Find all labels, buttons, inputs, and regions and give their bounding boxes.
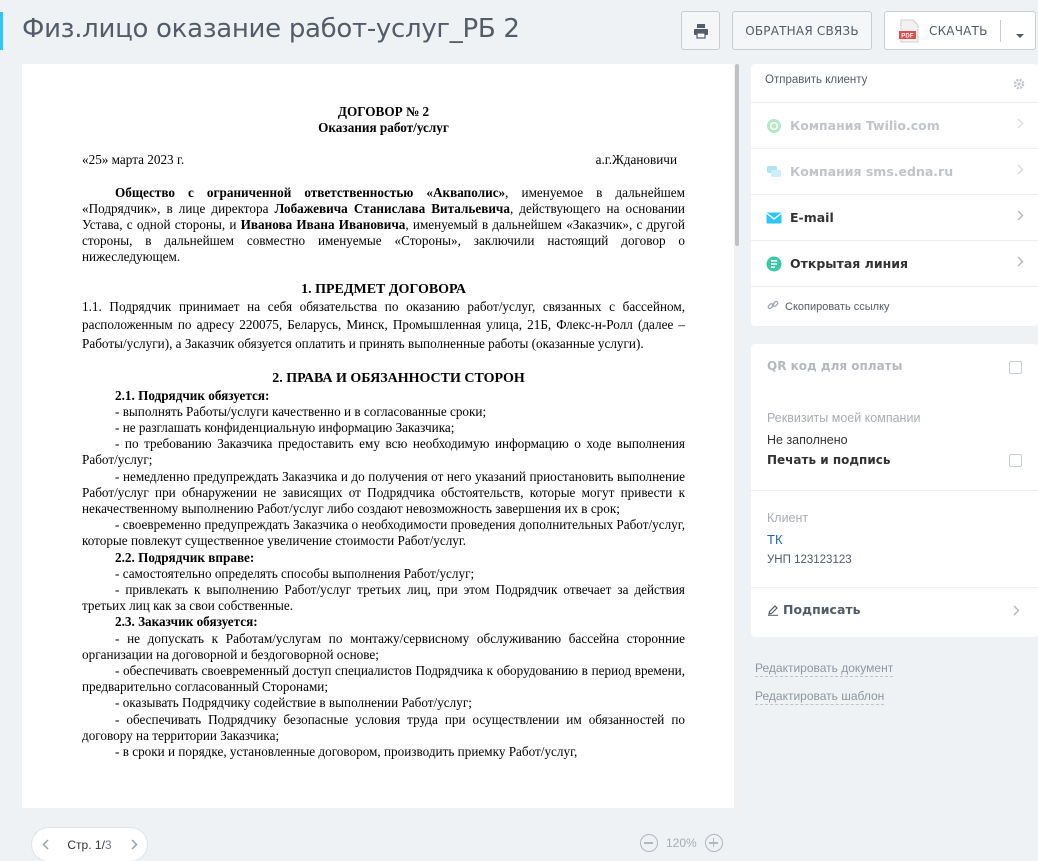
- doc-place: а.г.Ждановичи: [595, 152, 677, 168]
- send-channel-twilio[interactable]: [751, 102, 1038, 148]
- chevron-right-icon: [1013, 603, 1020, 621]
- edit-template-link[interactable]: Редактировать шаблон: [755, 689, 885, 703]
- document-info-panel: [751, 344, 1038, 637]
- doc-intro-org: Общество с ограниченной ответственностью «Акваполис»: [115, 184, 506, 200]
- divider: [751, 490, 1038, 491]
- document-preview[interactable]: [22, 64, 740, 808]
- qr-code-checkbox[interactable]: [1009, 361, 1022, 374]
- scrollbar-thumb[interactable]: [735, 64, 739, 246]
- doc-intro-part3: , именуемый в дальнейшем «Заказчик», с другой стороны, в дальнейшем совместно именуемые «Стороны», заключили настоящий договор о нижеследующем.: [82, 217, 685, 265]
- chevron-right-icon: [1017, 117, 1024, 132]
- copy-link-label: Скопировать ссылку: [785, 300, 890, 313]
- chevron-right-icon: [1017, 209, 1024, 224]
- page-navigator: [32, 828, 147, 861]
- doc-section-2-1-title: 2.1. Подрядчик обязуется:: [115, 387, 270, 403]
- download-button[interactable]: [884, 11, 1036, 50]
- zoom-in-button[interactable]: [705, 834, 723, 852]
- doc-list-item: - обеспечивать своевременный доступ специалистов Подрядчика к оборудованию в период времени, предварительно согласованный Сторонами;: [82, 662, 685, 695]
- open-line-icon: [765, 255, 783, 273]
- doc-intro: [82, 185, 685, 266]
- send-channel-email[interactable]: [751, 194, 1038, 240]
- pdf-file-icon: [899, 19, 919, 43]
- chat-icon: [765, 163, 783, 181]
- doc-list-item: - немедленно предупреждать Заказчика и до получения от него указаний приостановить выполнение Работ/услуг при обнаружении не зависящих от Подрядчика обстоятельств, которые могут привести к некачественному выполнению Работ/услуг либо создают невозможность завершения их в срок;: [82, 468, 685, 516]
- doc-section-2-3-title: 2.3. Заказчик обязуется:: [115, 614, 258, 630]
- print-button[interactable]: [681, 11, 720, 50]
- send-channel-edna[interactable]: [751, 148, 1038, 194]
- chevron-down-icon[interactable]: [1015, 28, 1025, 42]
- requisites-value: Не заполнено: [767, 433, 848, 447]
- divider: [751, 587, 1038, 588]
- chevron-right-icon: [1017, 163, 1024, 178]
- zoom-control: [640, 834, 723, 852]
- page-title: Физ.лицо оказание работ-услуг_РБ 2: [22, 14, 520, 44]
- whatsapp-icon: [765, 117, 783, 135]
- client-label: Клиент: [767, 511, 809, 525]
- client-unp: УНП 123123123: [767, 554, 852, 566]
- doc-date: «25» марта 2023 г.: [82, 152, 185, 168]
- document-scrollbar[interactable]: [734, 64, 740, 808]
- doc-list-item: - оказывать Подрядчику содействие в выполнении Работ/услуг;: [115, 695, 472, 711]
- document-content: [82, 104, 685, 760]
- doc-intro-director: Лобажевича Станислава Витальевича: [274, 200, 510, 216]
- mail-icon: [765, 209, 783, 227]
- send-channel-label: Открытая линия: [790, 256, 908, 271]
- edit-links: [755, 657, 893, 713]
- edit-document-link[interactable]: Редактировать документ: [755, 661, 894, 675]
- doc-section-1-title: 1. ПРЕДМЕТ ДОГОВОРА: [301, 281, 466, 297]
- doc-list-item: - своевременно предупреждать Заказчика о необходимости проведения дополнительных Работ/услуг, которые повлекут существенное увеличение стоимости Работ/услуг.: [82, 517, 685, 549]
- doc-intro-part2: , действующего на основании Устава, с одной стороны, и: [82, 200, 685, 233]
- send-panel-header: Отправить клиенту: [765, 74, 868, 86]
- page-indicator: [58, 838, 121, 852]
- chevron-left-icon: [42, 839, 49, 850]
- send-channel-label: Компания Twilio.com: [790, 118, 940, 133]
- doc-list-item: - обеспечивать Подрядчику безопасные условия труда при осуществлении им обязанностей по договору на территории Заказчика;: [82, 711, 685, 743]
- zoom-level: 120%: [666, 836, 697, 850]
- download-label: СКАЧАТЬ: [929, 23, 988, 38]
- doc-list-item: - выполнять Работы/услуги качественно и в согласованные сроки;: [115, 403, 487, 419]
- send-to-client-panel: [751, 64, 1038, 326]
- copy-link-button[interactable]: [751, 286, 1038, 326]
- page-indicator-label: Стр. 1/: [67, 837, 105, 852]
- doc-heading-1: ДОГОВОР № 2: [337, 104, 430, 119]
- sign-label: Подписать: [783, 602, 861, 617]
- doc-list-item: - привлекать к выполнению Работ/услуг третьих лиц, при этом Подрядчик отвечает за действия третьих лиц как за свои собственные.: [82, 581, 685, 614]
- doc-section-2-2-title: 2.2. Подрядчик вправе:: [115, 549, 255, 565]
- doc-date-row: [82, 152, 685, 168]
- requisites-label: Реквизиты моей компании: [767, 411, 921, 425]
- pen-icon: [767, 604, 779, 616]
- page-total: 3: [104, 837, 112, 852]
- client-name-link[interactable]: ТК: [767, 532, 783, 547]
- stamp-signature-checkbox[interactable]: [1009, 454, 1022, 467]
- doc-intro-part1: , именуемое в дальнейшем «Подрядчик», в лице директора: [82, 184, 685, 216]
- qr-code-label: QR код для оплаты: [767, 359, 903, 373]
- send-channel-open-line[interactable]: [751, 240, 1038, 286]
- doc-section-2-title: 2. ПРАВА И ОБЯЗАННОСТИ СТОРОН: [272, 371, 525, 387]
- chevron-right-icon: [1017, 255, 1024, 270]
- printer-icon: [693, 23, 709, 39]
- sign-button[interactable]: [767, 602, 861, 617]
- pdf-badge-text: PDF: [901, 33, 914, 39]
- chevron-right-icon: [131, 839, 138, 850]
- doc-heading-2: Оказания работ/услуг: [318, 120, 449, 136]
- link-icon: [767, 299, 779, 314]
- prev-page-button[interactable]: [32, 837, 58, 853]
- next-page-button[interactable]: [121, 837, 147, 853]
- title-bar: [0, 0, 1038, 62]
- doc-list-item: - по требованию Заказчика предоставить ему всю необходимую информацию о ходе выполнения Работ/услуг;: [82, 436, 685, 468]
- send-channel-label: Компания sms.edna.ru: [790, 164, 954, 179]
- doc-section-1-text: 1.1. Подрядчик принимает на себя обязательства по оказанию работ/услуг, связанных с бассейном, расположенным по адресу 220075, Беларусь, Минск, Промышленная улица, 21Б, Флекс-н-Ролл (далее – Работы/услуги), а Заказчик обязуется оплатить и принять выполненные работы (оказанные услуги).: [82, 298, 685, 351]
- doc-list-item: - не разглашать конфиденциальную информацию Заказчика;: [115, 419, 455, 435]
- gear-icon[interactable]: [1013, 77, 1025, 95]
- feedback-button[interactable]: ОБРАТНАЯ СВЯЗЬ: [732, 11, 872, 50]
- send-channel-label: E-mail: [790, 210, 834, 225]
- doc-intro-client: Иванова Ивана Ивановича: [240, 217, 406, 233]
- download-separator: [1000, 20, 1001, 42]
- zoom-out-button[interactable]: [640, 834, 658, 852]
- stamp-signature-label: Печать и подпись: [767, 453, 891, 467]
- doc-list-item: - не допускать к Работам/услугам по монтажу/сервисному обслуживанию бассейна сторонние организации на договорной и бездоговорной основе;: [82, 630, 685, 662]
- doc-list-item: - в сроки и порядке, установленные договором, производить приемку Работ/услуг,: [115, 744, 578, 759]
- title-accent: [0, 12, 3, 50]
- doc-list-item: - самостоятельно определять способы выполнения Работ/услуг;: [115, 565, 475, 581]
